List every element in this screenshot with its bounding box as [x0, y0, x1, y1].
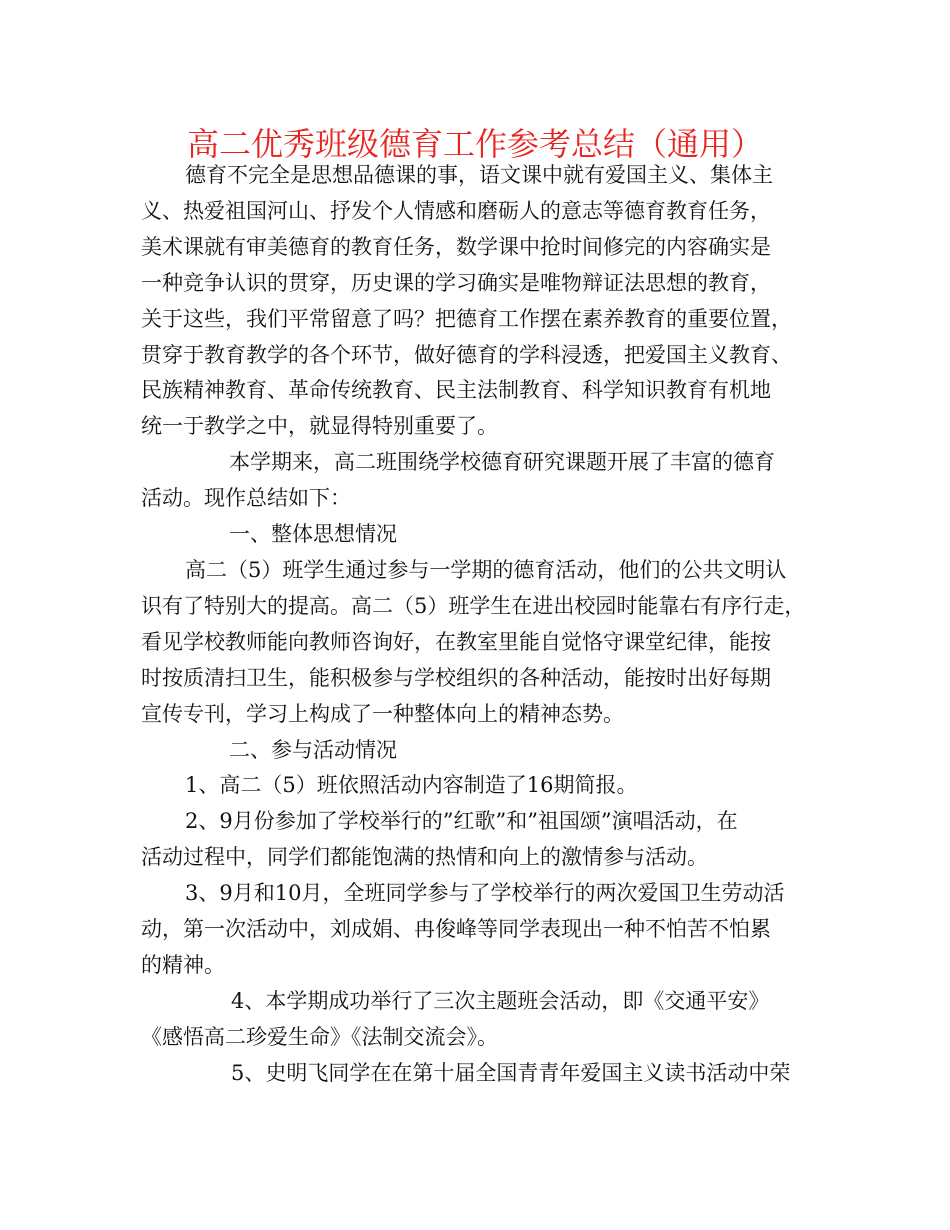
text-line: 德育不完全是思想品德课的事，语文课中就有爱国主义、集体主: [185, 163, 773, 187]
list-item: 1、高二（5）班依照活动内容制造了16期简报。: [185, 773, 638, 798]
document-title: 高二优秀班级德育工作参考总结（通用）: [186, 125, 763, 163]
list-item: 3、9月和10月，全班同学参与了学校举行的两次爱国卫生劳动活: [185, 881, 785, 906]
section-heading: 二、参与活动情况: [229, 737, 397, 762]
text-line: 一种竞争认识的贯穿，历史课的学习确实是唯物辩证法思想的教育，: [141, 270, 771, 295]
document-body: [141, 158, 821, 1092]
text-line: 时按质清扫卫生，能积极参与学校组织的各种活动，能按时出好每期: [141, 665, 771, 690]
text-line: 义、热爱祖国河山、抒发个人情感和磨砺人的意志等德育教育任务，: [141, 198, 771, 223]
text-line: 看见学校教师能向教师咨询好，在教室里能自觉恪守课堂纪律，能按: [141, 629, 771, 654]
text-line: 民族精神教育、革命传统教育、民主法制教育、科学知识教育有机地: [141, 378, 771, 403]
text-line: 动，第一次活动中，刘成娟、冉俊峰等同学表现出一种不怕苦不怕累: [141, 917, 771, 942]
list-item: 4、本学期成功举行了三次主题班会活动，即《交通平安》: [231, 988, 770, 1013]
text-line: 美术课就有审美德育的教育任务，数学课中抢时间修完的内容确实是: [141, 234, 771, 259]
text-line: 活动。现作总结如下：: [141, 486, 351, 511]
text-line: 贯穿于教育教学的各个环节，做好德育的学科浸透，把爱国主义教育、: [141, 342, 792, 367]
text-line: 《感悟高二珍爱生命》《法制交流会》。: [141, 1024, 498, 1049]
list-item: 5、史明飞同学在在第十届全国青青年爱国主义读书活动中荣: [231, 1060, 791, 1085]
section-heading: 一、整体思想情况: [229, 522, 397, 547]
text-line: 宣传专刊，学习上构成了一种整体向上的精神态势。: [141, 701, 624, 726]
text-line: 关于这些，我们平常留意了吗？把德育工作摆在素养教育的重要位置，: [141, 306, 792, 331]
text-line: 识有了特别大的提高。高二（5）班学生在进出校园时能靠右有序行走，: [141, 593, 806, 618]
list-item: 2、9月份参加了学校举行的”红歌”和”祖国颂”演唱活动，在: [185, 809, 738, 834]
text-line: 的精神。: [141, 952, 225, 977]
text-line: 高二（5）班学生通过参与一学期的德育活动，他们的公共文明认: [185, 557, 787, 582]
text-line: 本学期来，高二班围绕学校德育研究课题开展了丰富的德育: [229, 450, 775, 475]
text-line: 统一于教学之中，就显得特别重要了。: [141, 414, 498, 439]
text-line: 活动过程中，同学们都能饱满的热情和向上的激情参与活动。: [141, 845, 708, 870]
